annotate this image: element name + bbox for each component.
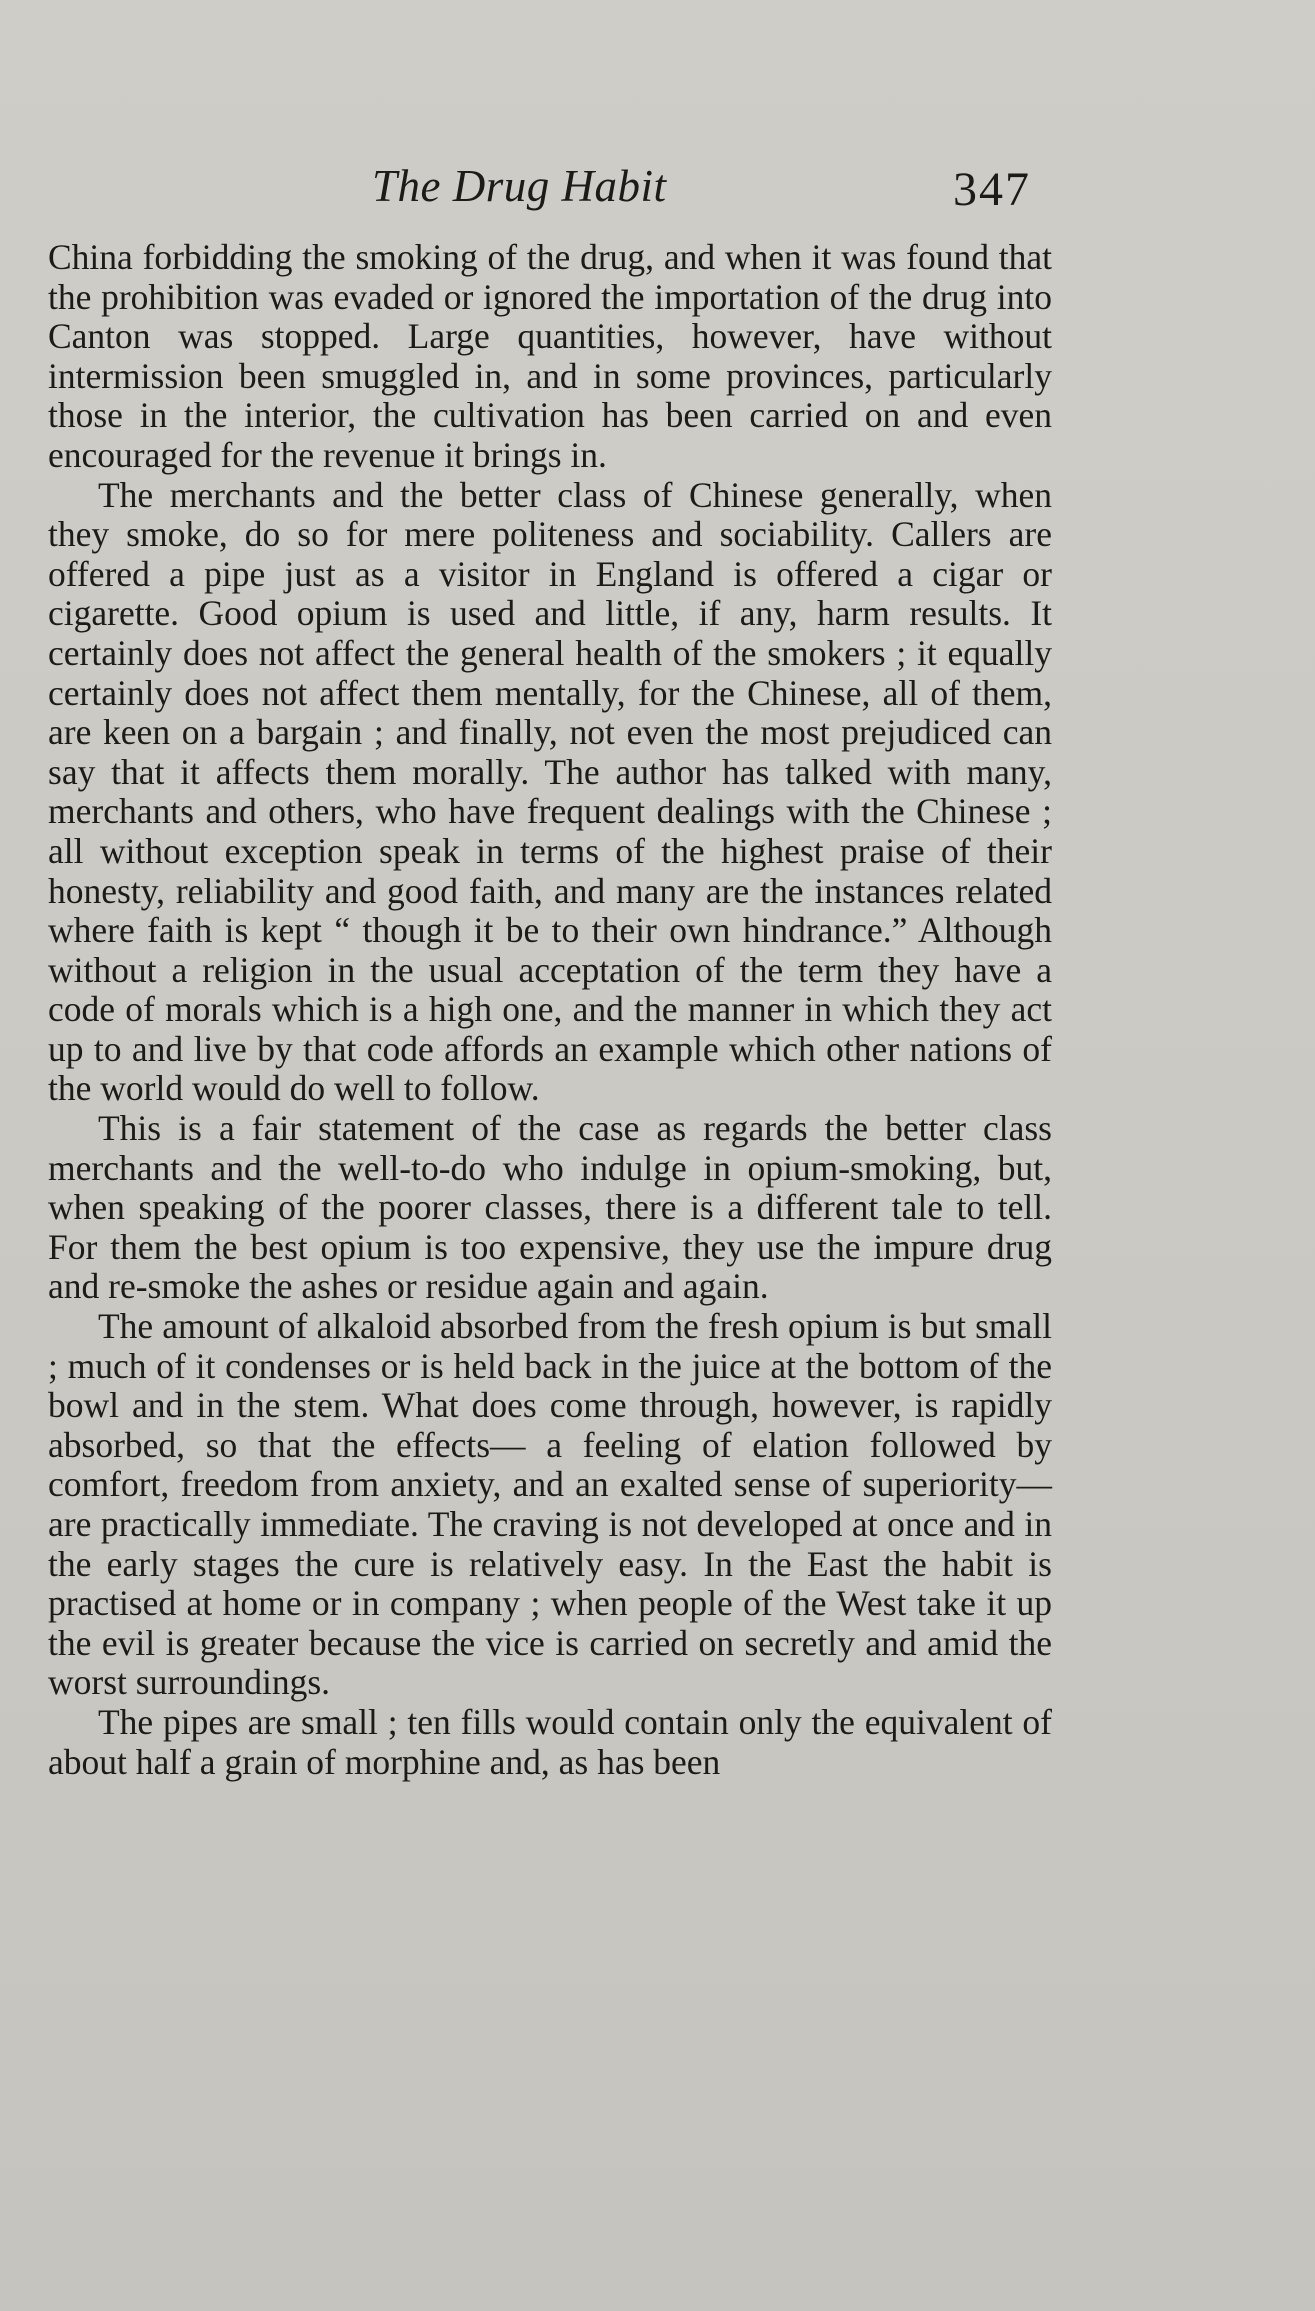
running-title: The Drug Habit — [372, 161, 667, 211]
paragraph-alkaloid: The amount of alkaloid absorbed from the fresh opium is but small ; much of it condenses or is held back in the juice at the bottom of the bowl and in the stem. What does come through, however, is rapidly absorbed, so that the effects— a feeling of elation followed by comfort, freedom from anxiety, and an exalted sense of superiority—are practically immediate. The craving is not developed at once and in the early stages the cure is relatively easy. In the East the habit is practised at home or in company ; when people of the West take it up the evil is greater because the vice is carried on secretly and amid the worst surroundings. — [48, 1306, 1052, 1703]
paragraph-merchants: The merchants and the better class of Chinese generally, when they smoke, do so for mere politeness and sociability. Callers are offered a pipe just as a visitor in England is offered a cigar or cigarette. Good opium is used and little, if any, harm results. It certainly does not affect the general health of the smokers ; it equally certainly does not affect them mentally, for the Chinese, all of them, are keen on a bargain ; and finally, not even the most prejudiced can say that it affects them morally. The author has talked with many, merchants and others, who have frequent dealings with the Chinese ; all without exception speak in terms of the highest praise of their honesty, reliability and good faith, and many are the instances related where faith is kept “ though it be to their own hindrance.” Although without a religion in the usual acceptation of the term they have a code of morals which is a high one, and the manner in which they act up to and live by that code affords an example which other nations of the world would do well to follow. — [48, 474, 1052, 1109]
paragraph-continuation: China forbidding the smoking of the drug, and when it was found that the prohibition was evaded or ignored the importation of the drug into Canton was stopped. Large quantities, however, have without intermission been smuggled in, and in some provinces, particularly those in the interior, the cultivation has been carried on and even encouraged for the revenue it brings in. — [48, 237, 1052, 475]
paragraph-poorer-classes: This is a fair statement of the case as regards the better class merchants and the well-to-do who indulge in opium-smoking, but, when speaking of the poorer classes, there is a different tale to tell. For them the best opium is too expensive, they use the impure drug and re-smoke the ashes or residue again and again. — [48, 1108, 1052, 1307]
page-header — [0, 160, 1315, 220]
page-number: 347 — [953, 163, 1031, 216]
body-text — [48, 238, 1052, 1782]
paragraph-pipes: The pipes are small ; ten fills would contain only the equivalent of about half a grain of morphine and, as has been — [48, 1701, 1052, 1782]
